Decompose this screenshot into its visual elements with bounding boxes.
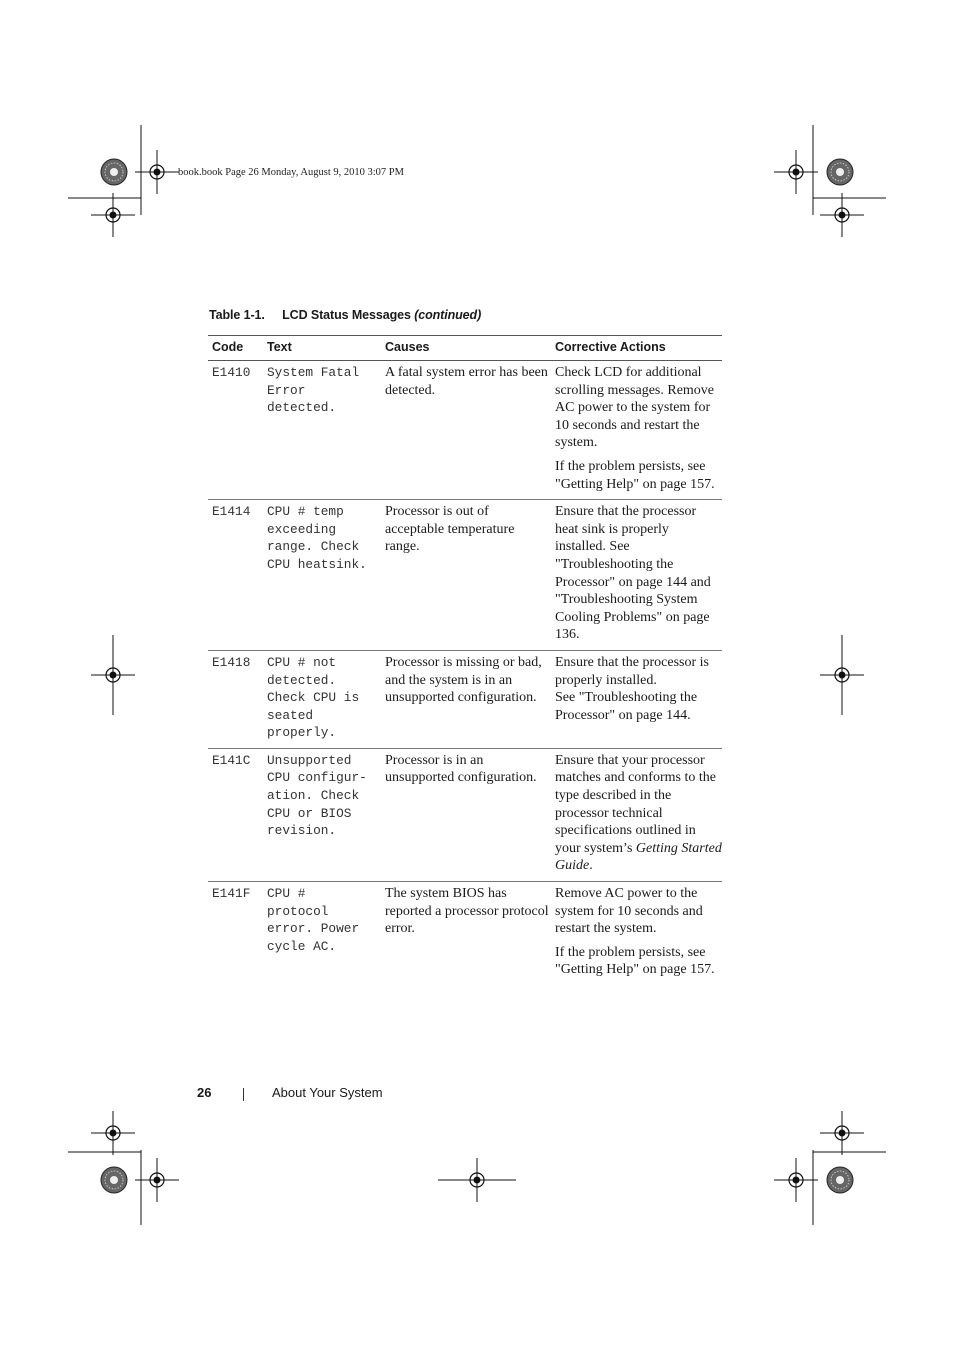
row-cause: Processor is missing or bad, and the system is in an unsupported configuration. (381, 650, 551, 748)
row-code: E1414 (208, 500, 263, 651)
action-paragraph: Remove AC power to the system for 10 seconds and restart the system. (555, 886, 703, 937)
header-code: Code (208, 336, 263, 361)
table-row (208, 882, 722, 985)
table-row (208, 500, 722, 651)
footer-divider (243, 1088, 244, 1101)
action-paragraph: If the problem persists, see "Getting Help" on page 157. (555, 458, 715, 492)
action-paragraph: If the problem persists, see "Getting Help" on page 157. (555, 944, 715, 978)
row-action (551, 500, 722, 651)
row-code: E141F (212, 886, 251, 902)
row-text: CPU # not detected. Check CPU is seated properly. (263, 650, 381, 748)
header-text: Text (263, 336, 381, 361)
lcd-status-table (208, 335, 722, 985)
table-row (208, 650, 722, 748)
action-text: Ensure that your processor matches and conforms to the type described in the processor technical specifications outlined in your system’s (555, 752, 716, 856)
action-end: . (589, 858, 593, 874)
action-line: See "Troubleshooting the Processor" on page 144. (555, 690, 698, 723)
action-guide-title: Getting Started Guide (555, 840, 722, 874)
footer-section-title: About Your System (272, 1085, 383, 1100)
row-text: CPU # protocol error. Power cycle AC. (267, 886, 360, 954)
table-row (208, 361, 722, 500)
table-title: LCD Status Messages (282, 308, 411, 322)
row-cause: The system BIOS has reported a processor protocol error. (385, 886, 549, 937)
page-number: 26 (197, 1085, 212, 1100)
row-action (551, 748, 722, 881)
row-code: E141C (208, 748, 263, 881)
print-stamp: book.book Page 26 Monday, August 9, 2010 3:07 PM (178, 167, 404, 178)
row-action (551, 882, 722, 985)
header-causes: Causes (381, 336, 551, 361)
table-number: Table 1-1. (209, 308, 265, 322)
row-text: Unsupported CPU configur- ation. Check CPU or BIOS revision. (263, 748, 381, 881)
row-action (551, 650, 722, 748)
table-row (208, 748, 722, 881)
action-paragraph: Ensure that the processor heat sink is properly installed. See "Troubleshooting the Processor" on page 144 and "Troubleshooting System Cooling Problems" on page 136. (555, 504, 711, 643)
row-cause: A fatal system error has been detected. (381, 361, 551, 500)
row-action (551, 361, 722, 500)
row-code: E1418 (208, 650, 263, 748)
row-text: System Fatal Error detected. (263, 361, 381, 500)
header-corrective-actions: Corrective Actions (551, 336, 722, 361)
row-cause: Processor is out of acceptable temperature range. (381, 500, 551, 651)
table-header-row (208, 336, 722, 361)
row-code: E1410 (208, 361, 263, 500)
action-paragraph: Check LCD for additional scrolling messages. Remove AC power to the system for 10 seconds and restart the system. (555, 365, 715, 451)
table-continued: (continued) (414, 308, 482, 322)
action-line: Ensure that the processor is properly installed. (555, 654, 709, 688)
row-cause: Processor is in an unsupported configuration. (381, 748, 551, 881)
row-text: CPU # temp exceeding range. Check CPU heatsink. (263, 500, 381, 651)
table-caption (209, 308, 481, 322)
